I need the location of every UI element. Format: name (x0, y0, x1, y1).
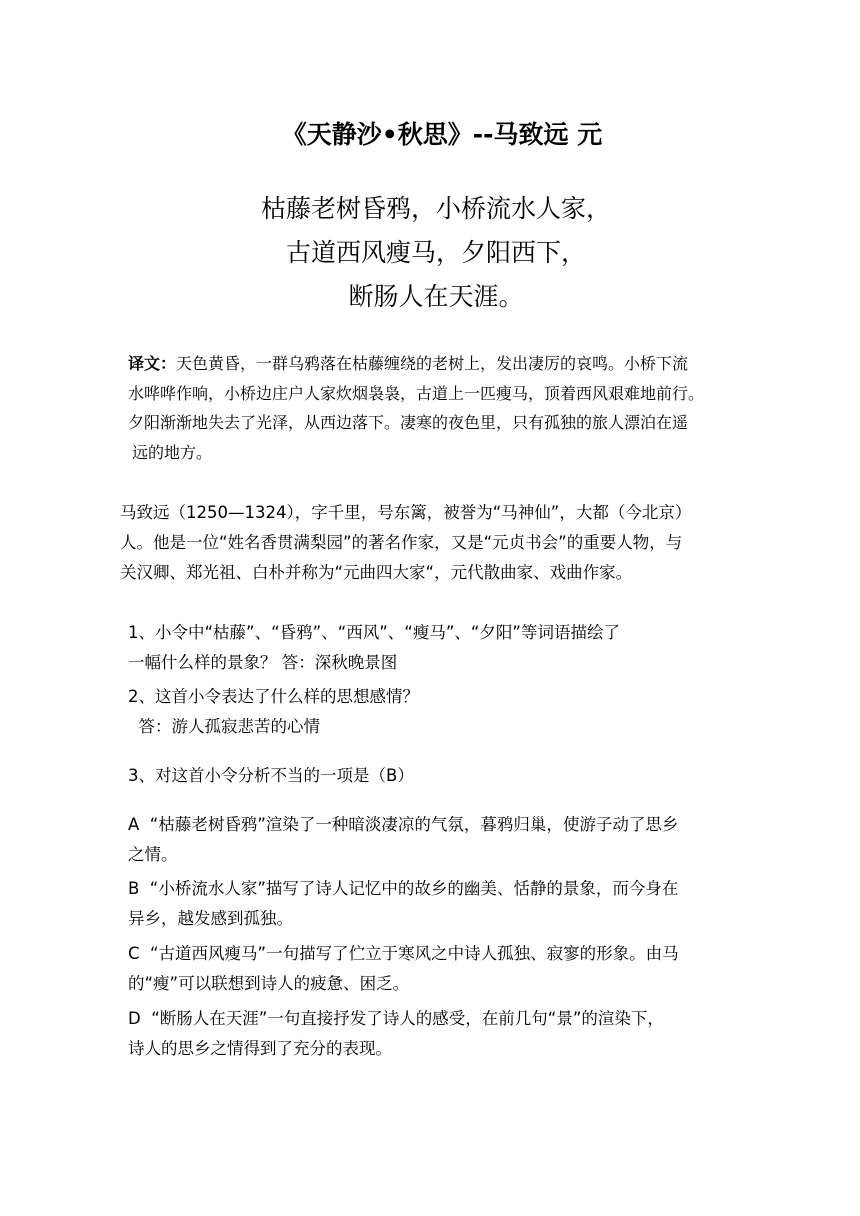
author-bio-line: 马致远（1250—1324），字千里，号东篱，被誉为“马神仙”，大都（今北京） (120, 503, 692, 522)
translation-text: 天色黄昏，一群乌鸦落在枯藤缠绕的老树上，发出凄厉的哀鸣。小桥下流 (176, 354, 689, 373)
poem-line: 古道西风瘦马，夕阳西下， (285, 238, 586, 267)
question-2 (128, 682, 419, 742)
author-bio-line: 关汉卿、郑光祖、白朴并称为“元曲四大家“，元代散曲家、戏曲作家。 (120, 563, 633, 582)
option-c (128, 939, 679, 999)
question-line: 一幅什么样的景象？ 答：深秋晚景图 (128, 653, 398, 672)
option-line: 的“瘦”可以联想到诗人的疲惫、困乏。 (128, 974, 410, 993)
question-line: 答：游人孤寂悲苦的心情 (128, 717, 320, 736)
option-line: 之情。 (128, 845, 178, 864)
author-bio-line: 人。他是一位“姓名香贯满梨园”的著名作家，又是“元贞书会”的重要人物，与 (120, 533, 683, 552)
option-line: A “枯藤老树昏鸦”渲染了一种暗淡凄凉的气氛，暮鸦归巢，使游子动了思乡 (128, 815, 679, 834)
translation-line: 远的地方。 (132, 442, 213, 462)
translation-line (128, 349, 748, 379)
author-bio (120, 498, 760, 588)
poem-text (0, 187, 860, 319)
poem-line: 断肠人在天涯。 (348, 282, 524, 311)
question-line: 3、对这首小令分析不当的一项是（B） (128, 766, 414, 785)
option-d (128, 1004, 664, 1064)
option-line: D “断肠人在天涯”一句直接抒发了诗人的感受，在前几句“景”的渲染下， (128, 1009, 664, 1028)
option-a (128, 810, 678, 870)
question-3 (128, 761, 414, 791)
option-line: C “古道西风瘦马”一句描写了伫立于寒风之中诗人孤独、寂寥的形象。由马 (128, 944, 679, 963)
poem-line: 枯藤老树昏鸦，小桥流水人家， (260, 194, 611, 223)
translation-line: 水哗哗作响，小桥边庄户人家炊烟袅袅，古道上一匹瘦马，顶着西风艰难地前行。 (128, 383, 705, 403)
question-line: 1、小令中“枯藤”、“昏鸦”、“西风”、“瘦马”、“夕阳”等词语描绘了 (128, 623, 620, 642)
translation-label: 译文： (128, 354, 177, 373)
translation-block (128, 349, 748, 467)
question-line: 2、这首小令表达了什么样的思想感情？ (128, 687, 419, 706)
question-1 (128, 618, 620, 678)
translation-line: 夕阳渐渐地失去了光泽，从西边落下。凄寒的夜色里，只有孤独的旅人漂泊在遥 (128, 413, 689, 432)
poem-title: 《天静沙•秋思》--马致远 元 (281, 120, 603, 149)
option-b (128, 874, 678, 934)
option-line: B “小桥流水人家”描写了诗人记忆中的故乡的幽美、恬静的景象，而今身在 (128, 879, 679, 898)
option-line: 异乡，越发感到孤独。 (128, 909, 293, 928)
option-line: 诗人的思乡之情得到了充分的表现。 (128, 1039, 392, 1058)
